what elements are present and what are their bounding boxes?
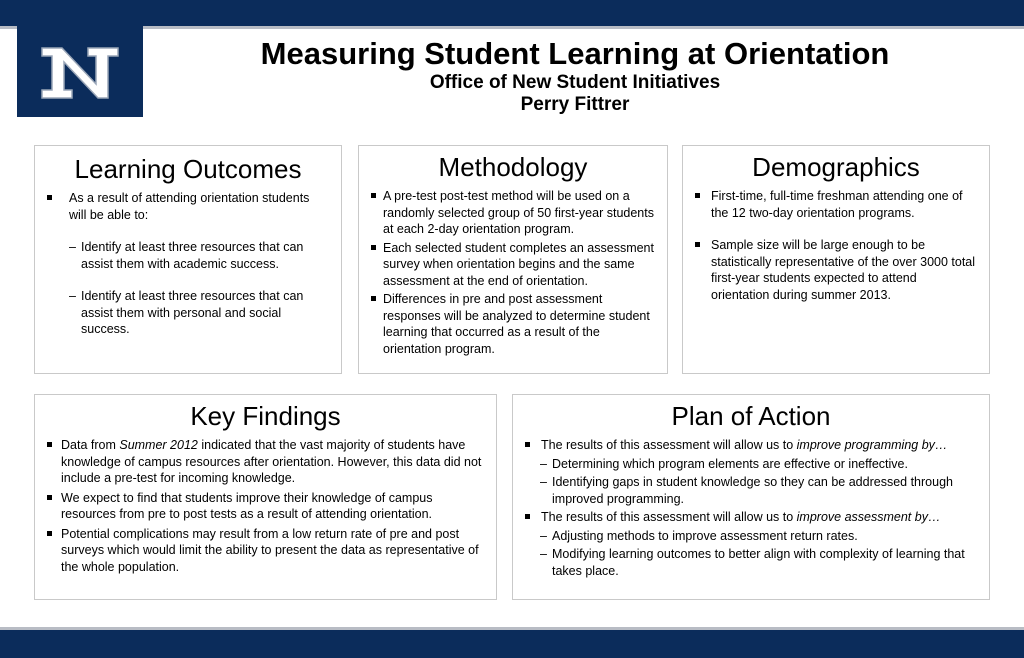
- list-item: [369, 240, 655, 290]
- page-title: Measuring Student Learning at Orientation: [260, 36, 890, 71]
- list-item: [369, 188, 655, 238]
- list-item: [45, 190, 329, 223]
- list-item: [523, 437, 979, 454]
- list-item: [523, 474, 979, 507]
- list-item: [45, 239, 329, 272]
- outcome-item: Identify at least three resources that can assist them with academic success.: [81, 240, 304, 271]
- list-item: [693, 188, 977, 221]
- page-subtitle: Office of New Student Initiatives: [429, 72, 721, 93]
- key-findings-heading: Key Findings: [190, 401, 341, 431]
- plan-text: The results of this assessment will allow us to: [541, 510, 797, 524]
- plan-subitem: Modifying learning outcomes to better align with complexity of learning that takes place.: [552, 547, 965, 578]
- methodology-item: Each selected student completes an assessment survey when orientation begins and the same assessment at the end of orientation.: [383, 240, 654, 288]
- plan-subitem: Adjusting methods to improve assessment return rates.: [552, 528, 858, 543]
- finding-text: indicated that the vast majority of students have knowledge of campus resources after orientation. However, this data did not include a pre-test for incoming knowledge.: [61, 438, 482, 485]
- university-logo: [17, 26, 143, 117]
- dash-icon: –: [69, 240, 76, 254]
- list-item: [693, 237, 977, 303]
- finding-text: We expect to find that students improve their knowledge of campus resources from pre to post tests as a result of attending orientation.: [61, 490, 433, 521]
- dash-icon: –: [540, 528, 547, 543]
- plan-subitem: Identifying gaps in student knowledge so they can be addressed through improved programming.: [552, 475, 953, 506]
- list-item: [523, 546, 979, 579]
- bullet-icon: [695, 193, 700, 198]
- plan-emphasis: improve assessment by…: [796, 510, 941, 524]
- demographics-item: First-time, full-time freshman attending one of the 12 two-day orientation programs.: [711, 189, 963, 220]
- bottom-bar: [0, 630, 1024, 658]
- list-item: [45, 437, 482, 487]
- bullet-icon: [371, 193, 376, 198]
- finding-text: Potential complications may result from a low return rate of pre and post surveys which would limit the ability to present the data as representative of the whole population.: [61, 526, 479, 574]
- bullet-icon: [525, 514, 530, 519]
- dash-icon: –: [540, 547, 547, 561]
- methodology-heading: Methodology: [438, 152, 588, 182]
- demographics-heading: Demographics: [752, 152, 920, 182]
- list-item: [45, 526, 482, 576]
- finding-emphasis: Summer 2012: [119, 438, 198, 452]
- bullet-icon: [695, 242, 700, 247]
- bullet-icon: [371, 296, 376, 301]
- key-findings-panel: [34, 394, 497, 600]
- list-item: [45, 288, 329, 338]
- list-item: [45, 490, 482, 523]
- finding-text: Data from: [61, 438, 120, 452]
- bullet-icon: [47, 442, 52, 447]
- dash-icon: –: [69, 289, 76, 303]
- plan-text: The results of this assessment will allow us to: [541, 438, 797, 452]
- list-item: [523, 456, 979, 473]
- demographics-item: Sample size will be large enough to be statistically representative of the over 3000 total first-year students expected to attend orientation during summer 2013.: [711, 238, 976, 302]
- methodology-item: A pre-test post-test method will be used on a randomly selected group of 50 first-year students at each 2-day orientation program.: [383, 189, 654, 236]
- list-item: [523, 528, 979, 545]
- bullet-icon: [371, 245, 376, 250]
- outcome-item: Identify at least three resources that can assist them with personal and social success.: [81, 289, 304, 336]
- page-header: [150, 36, 1000, 116]
- top-bar-line: [0, 26, 1024, 29]
- author-name: Perry Fittrer: [520, 94, 630, 115]
- bullet-icon: [525, 442, 530, 447]
- dash-icon: –: [540, 456, 547, 471]
- university-n-logo-icon: [38, 42, 122, 102]
- demographics-panel: [682, 145, 990, 374]
- learning-outcomes-heading: Learning Outcomes: [74, 154, 302, 184]
- bullet-icon: [47, 531, 52, 536]
- plan-of-action-heading: Plan of Action: [671, 401, 831, 431]
- learning-outcomes-panel: [34, 145, 342, 374]
- plan-subitem: Determining which program elements are effective or ineffective.: [552, 456, 908, 471]
- list-item: [369, 291, 655, 357]
- plan-of-action-panel: [512, 394, 990, 600]
- learning-outcomes-intro: As a result of attending orientation students will be able to:: [69, 191, 310, 222]
- list-item: [523, 509, 979, 526]
- methodology-panel: [358, 145, 668, 374]
- bullet-icon: [47, 195, 52, 200]
- plan-emphasis: improve programming by…: [796, 438, 948, 452]
- bullet-icon: [47, 495, 52, 500]
- top-bar: [0, 0, 1024, 26]
- methodology-item: Differences in pre and post assessment responses will be analyzed to determine student learning that occurred as a result of the orientation program.: [383, 292, 650, 356]
- dash-icon: –: [540, 475, 547, 489]
